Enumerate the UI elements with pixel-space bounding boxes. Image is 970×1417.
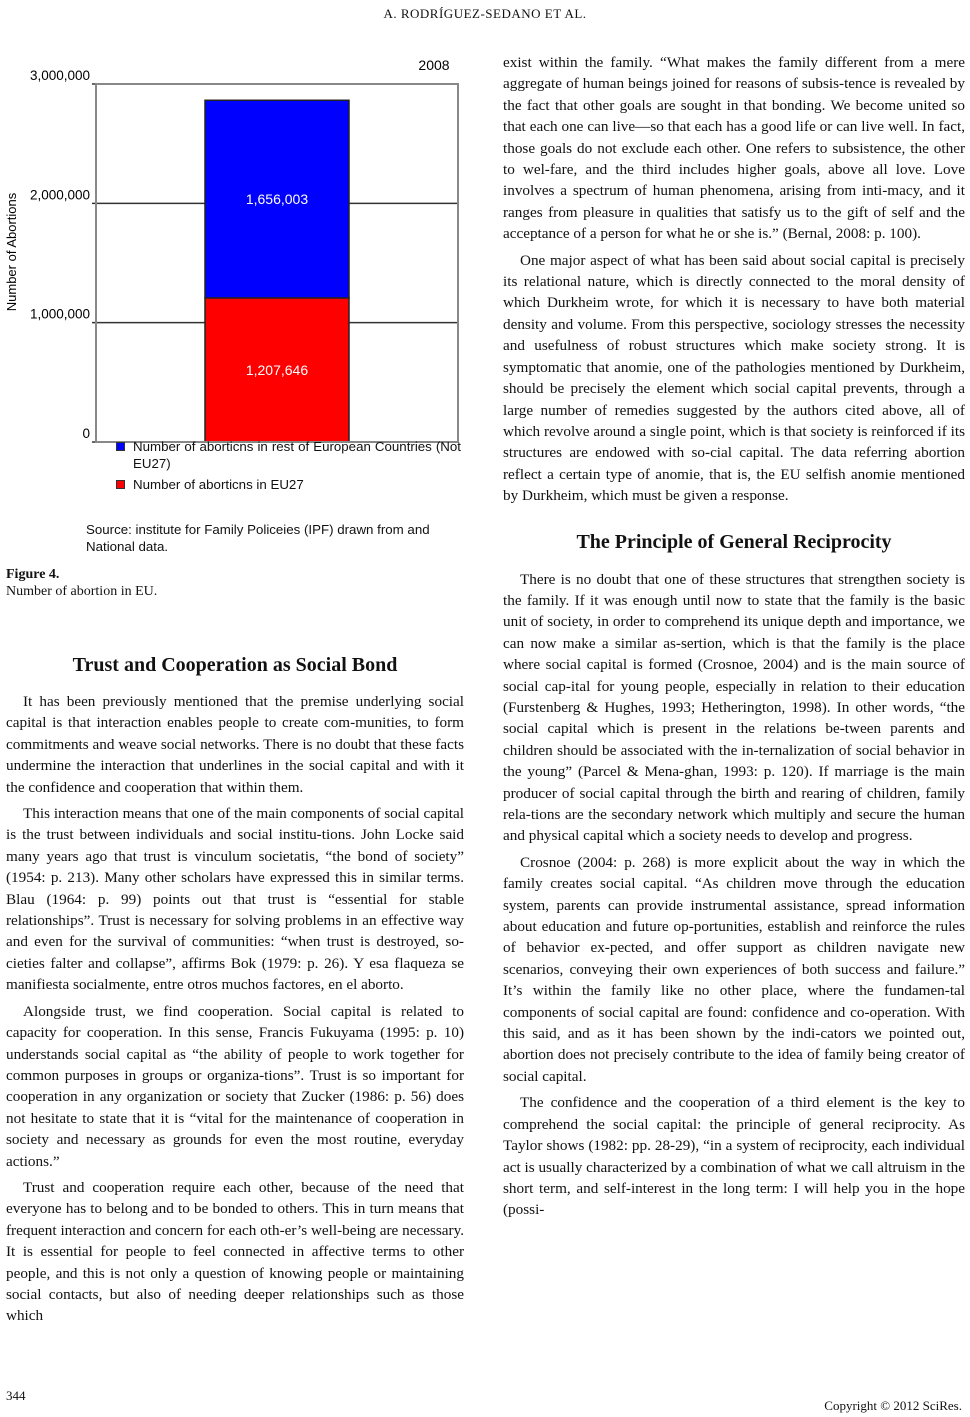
paragraph: There is no doubt that one of these structures that strengthen society is the family. If it was enough until now to state that the family is the basic unit of society, in order to comprehend its unique depth and importance, we can now make a similar as-sertion, which is that the family is the place where social capital is formed (Crosnoe, 2004) and is the main source of social cap-ital for young people, especially in relation to their education (Furstenberg & Hughes, 1993; Hetherington, 1998). In other words, “the social capital which is present in the relations be-tween parents and children should be associated with the in-ternalization of social behavior in the young” (Parcel & Mena-ghan, 1993: p. 120). If marriage is the main producer of social capital through the birth and rearing of children, family rela-tions are the secondary network which multiply and secure the human and physical capital which a society needs to develop and progress. — [503, 570, 965, 845]
legend-item-rest-of-europe — [116, 438, 461, 472]
y-tick-label: 2,000,000 — [29, 187, 90, 203]
paragraph: The confidence and the cooperation of a third element is the key to comprehend the social capital: the principle of general reciprocity. As Taylor shows (1982: pp. 28-29), “in a system of reciprocity, each individual act is usually characterized by a combination of what we call altruism in the short term, and self-interest in the long term: I will help you in the hope (possi- — [503, 1094, 965, 1219]
y-tick-label: 3,000,000 — [29, 68, 90, 83]
paragraph: Trust and cooperation require each other, because of the need that everyone has to belong and to be bonded to others. This in turn means that frequent interaction and concern for each oth-er’s well-being are necessary. It is essential for people to feel connected in affective terms to other people, and this is not only a question of knowing people or maintaining social contacts, but also of needing deeper relationships such as those which — [6, 1178, 464, 1325]
figure-caption-text: Number of abortion in EU. — [6, 584, 158, 599]
chart-title: 2008 — [418, 57, 450, 73]
figure-caption — [6, 566, 464, 600]
paragraph: One major aspect of what has been said about social capital is precisely its relational nature, which is directly connected to the moral density of which Durkheim wrote, for which it is necessary to have both material density and volume. From this perspective, sociology stresses the necessity and usefulness of robust structures which make society strong. It is symptomatic that anomie, one of the pathologies mentioned by Durkheim, should be precisely the element which social capital prevents, through a large number of remedies suggested by the authors cited above, all of which revolve around a single point, which is that society is reinforced if its structures are endowed with so-cial capital. The data referring abortion reflect a certain type of anomie, that is, the EU selfish anomie mentioned by Durkheim, which must be given a response. — [503, 251, 965, 505]
figure-label: Figure 4. — [6, 567, 60, 582]
page-number: 344 — [6, 1388, 26, 1403]
section-heading: The Principle of General Reciprocity — [576, 530, 892, 553]
paragraph: This interaction means that one of the main components of social capital is the trust between individuals and social institu-tions. John Locke said many years ago that trust is vinculum societatis, “the bond of society” (1954: p. 213). Many other scholars have expressed this in similar terms. Blau (1964: p. 99) points out that trust is “essential for stable relationships”. Trust is necessary for solving problems in an effective way and even for the survival of communities: “when trust is destroyed, so-cieties falter and collapse”, affirms Bok (1979: p. 26). Y esa flaqueza se manifiesta socialmente, entre otros muchos factores, en el aborto. — [6, 805, 464, 994]
figure-source-note: Source: institute for Family Policeies (IPF) drawn from and National data. — [86, 522, 430, 554]
copyright-notice: Copyright © 2012 SciRes. — [824, 1398, 962, 1413]
y-tick-label: 1,000,000 — [29, 306, 90, 322]
y-axis-label: Number of Abortions — [4, 192, 19, 312]
legend-item-eu27 — [116, 476, 461, 493]
legend-label: Number of aborticns in rest of European Countries (Not EU27) — [133, 439, 461, 471]
running-head: A. RODRÍGUEZ-SEDANO ET AL. — [383, 6, 587, 21]
legend-swatch-blue — [116, 442, 125, 451]
left-column — [6, 566, 464, 1327]
paragraph: exist within the family. “What makes the family different from a mere aggregate of human beings joined for reasons of subsis-tence is revealed by the fact that other goals are sought in that bonding. We become united so that each one can live—so that each has a good life or can live well. In fact, those goals do not exclude each other. One refers to subsistence, the other to wel-fare, and the third includes higher goals, above all love. Love involves a spectrum of human phenomena, arising from inti-macy, and it ranges from pleasure in qualities that satisfy us to the gift of self and the acceptance of a person for what he or she is.” (Bernal, 2008: p. 100). — [503, 54, 965, 243]
right-column — [503, 52, 965, 1221]
legend-swatch-red — [116, 480, 125, 489]
section-heading: Trust and Cooperation as Social Bond — [72, 654, 398, 676]
chart-legend — [116, 438, 461, 497]
paragraph: Crosnoe (2004: p. 268) is more explicit about the way in which the family creates social capital. “As children move through the education system, parents can provide instrumental assistance, spread information about education and future op-portunities, establish and reinforce the rules of behavior ex-pected, and offer support as children navigate new scenarios, conveying their own experiences of both success and failure.” It’s within the family like no other place, where the fundamen-tal components of social capital are found: confidence and co-operation. With this said, and as it has been shown by the indi-cators we pointed out, abortion does not precisely contribute to the idea of family being creator of social capital. — [503, 853, 965, 1085]
paragraph: It has been previously mentioned that the premise underlying social capital is that interaction enables people to create com-munities, to form commitments and weave social networks. There is no doubt that these facts undermine the interaction that underlines in the social capital and with it the confidence and cooperation that within them. — [6, 693, 464, 796]
y-tick-label: 0 — [82, 426, 90, 441]
bar-data-label: 1,207,646 — [245, 361, 309, 378]
legend-label: Number of aborticns in EU27 — [133, 477, 304, 492]
bar-data-label: 1,656,003 — [245, 191, 309, 208]
paragraph: Alongside trust, we find cooperation. Social capital is related to capacity for cooperation. In this sense, Francis Fukuyama (1995: p. 10) understands social capital as “the ability of people to work together for common purposes in groups or organiza-tions”. Trust is so important for cooperation in any organization or society that Zucker (1986: p. 56) does not hesitate to state that it is “vital for the maintenance of cooperation in society and necessary as grounds for even the most routine, everyday actions.” — [6, 1002, 464, 1170]
